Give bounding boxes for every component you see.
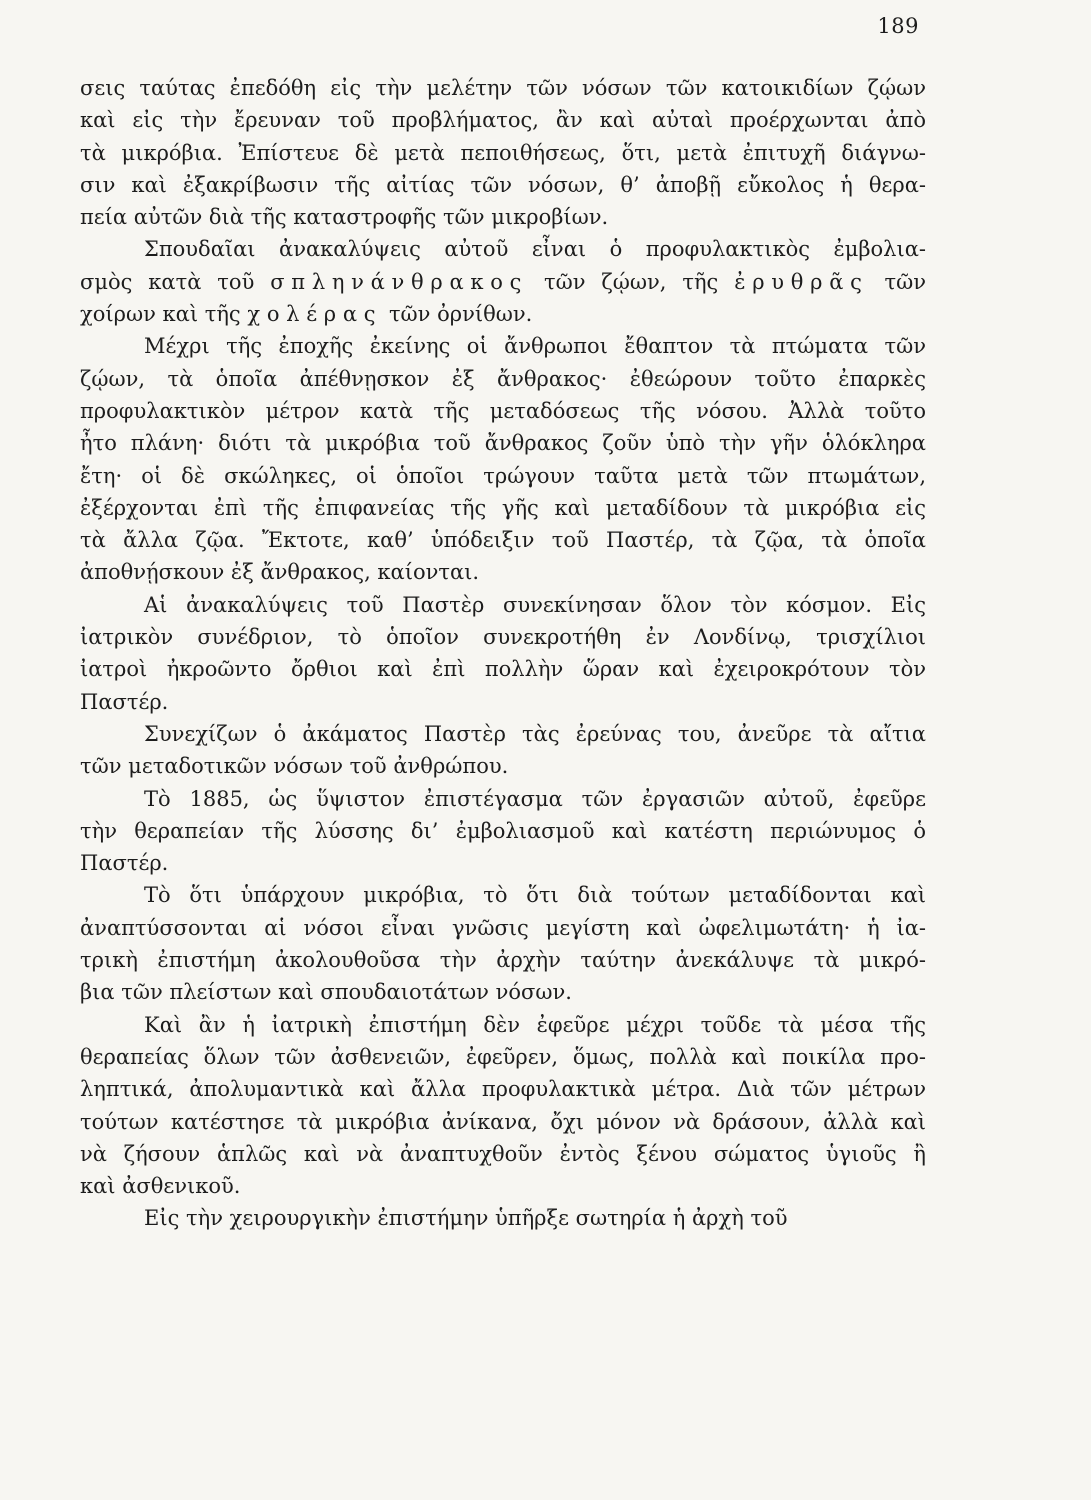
text-segment: Μέχρι τῆς ἐποχῆς ἐκείνης οἱ ἄνθρωποι ἔθαπτον τὰ πτώματα τῶν <box>144 334 926 359</box>
paragraph <box>80 1009 926 1203</box>
text-line <box>80 104 926 136</box>
text-segment: τῶν ὀρνίθων. <box>382 302 533 327</box>
text-line <box>80 815 926 847</box>
text-segment: βια τῶν πλείστων καὶ σπουδαιοτάτων νόσων. <box>80 980 572 1005</box>
text-line <box>80 233 926 265</box>
text-line <box>80 621 926 653</box>
text-segment: ἰατρικὸν συνέδριον, τὸ ὁποῖον συνεκροτήθη ἐν Λονδίνῳ, τρισχίλιοι <box>80 625 926 650</box>
text-segment: τῶν ζῴων, τῆς <box>528 269 735 294</box>
text-line <box>80 653 926 685</box>
paragraph <box>80 1202 926 1234</box>
text-segment: ἀποθνῄσκουν ἐξ ἄνθρακος, καίονται. <box>80 560 480 585</box>
text-segment: τὰ ἄλλα ζῷα. Ἔκτοτε, καθ’ ὑπόδειξιν τοῦ Παστέρ, τὰ ζῷα, τὰ ὁποῖα <box>80 528 926 553</box>
text-segment: ἔτη· οἱ δὲ σκώληκες, οἱ ὁποῖοι τρώγουν ταῦτα μετὰ τῶν πτωμάτων, <box>80 463 926 488</box>
text-segment: ἰατροὶ ἠκροῶντο ὄρθιοι καὶ ἐπὶ πολλὴν ὥραν καὶ ἐχειροκρότουν τὸν <box>80 657 926 682</box>
text-segment: πεία αὐτῶν διὰ τῆς καταστροφῆς τῶν μικροβίων. <box>80 205 609 230</box>
text-line <box>80 524 926 556</box>
text-segment: τὴν θεραπείαν τῆς λύσσης δι’ ἐμβολιασμοῦ καὶ κατέστη περιώνυμος ὁ <box>80 818 926 843</box>
paragraph <box>80 72 926 233</box>
text-segment: τῶν <box>868 269 927 294</box>
text-line <box>80 169 926 201</box>
text-line <box>80 137 926 169</box>
text-segment: σμὸς κατὰ τοῦ <box>80 269 271 294</box>
text-segment: χοίρων καὶ τῆς <box>80 302 248 327</box>
text-segment: σεις ταύτας ἐπεδόθη εἰς τὴν μελέτην τῶν νόσων τῶν κατοικιδίων ζῴων <box>80 76 926 100</box>
text-segment: τὰ μικρόβια. Ἐπίστευε δὲ μετὰ πεποιθήσεως, ὅτι, μετὰ ἐπιτυχῆ διάγνω- <box>80 140 926 165</box>
text-line <box>80 298 926 330</box>
text-line <box>80 847 926 879</box>
text-line <box>80 266 926 298</box>
text-line <box>80 330 926 362</box>
text-line <box>80 1041 926 1073</box>
body-text <box>80 72 926 1235</box>
paragraph <box>80 879 926 1008</box>
text-line <box>80 492 926 524</box>
text-line <box>80 1202 926 1234</box>
text-segment: Σπουδαῖαι ἀνακαλύψεις αὐτοῦ εἶναι ὁ προφυλακτικὸς ἐμβολια- <box>144 237 926 262</box>
text-line <box>80 589 926 621</box>
text-segment: προφυλακτικὸν μέτρον κατὰ τῆς μεταδόσεως τῆς νόσου. Ἀλλὰ τοῦτο <box>80 398 926 423</box>
text-line <box>80 427 926 459</box>
text-segment: τούτων κατέστησε τὰ μικρόβια ἀνίκανα, ὄχι μόνον νὰ δράσουν, ἀλλὰ καὶ <box>80 1109 926 1134</box>
text-segment: καὶ ἀσθενικοῦ. <box>80 1174 241 1199</box>
emphasized-term: σπληνάνθρακος <box>270 269 529 294</box>
text-segment: θεραπείας ὅλων τῶν ἀσθενειῶν, ἐφεῦρεν, ὅμως, πολλὰ καὶ ποικίλα προ- <box>80 1044 926 1069</box>
text-line <box>80 912 926 944</box>
text-line <box>80 750 926 782</box>
text-segment: νὰ ζήσουν ἁπλῶς καὶ νὰ ἀναπτυχθοῦν ἐντὸς ξένου σώματος ὑγιοῦς ἢ <box>80 1141 926 1166</box>
text-line <box>80 944 926 976</box>
text-segment: ἀναπτύσσονται αἱ νόσοι εἶναι γνῶσις μεγίστη καὶ ὠφελιμωτάτη· ἡ ἰα- <box>80 915 926 940</box>
text-segment: ἦτο πλάνη· διότι τὰ μικρόβια τοῦ ἄνθρακος ζοῦν ὑπὸ τὴν γῆν ὁλόκληρα <box>80 431 926 456</box>
text-line <box>80 976 926 1008</box>
text-segment: ληπτικά, ἀπολυμαντικὰ καὶ ἄλλα προφυλακτικὰ μέτρα. Διὰ τῶν μέτρων <box>80 1077 926 1102</box>
emphasized-term: ἐρυθρᾶς <box>734 269 869 294</box>
paragraph <box>80 718 926 783</box>
text-line <box>80 460 926 492</box>
text-segment: σιν καὶ ἐξακρίβωσιν τῆς αἰτίας τῶν νόσων, θ’ ἀποβῇ εὔκολος ἡ θερα- <box>80 172 926 197</box>
text-line <box>80 363 926 395</box>
text-line <box>80 72 926 104</box>
text-line <box>80 201 926 233</box>
text-segment: ζῴων, τὰ ὁποῖα ἀπέθνῃσκον ἐξ ἄνθρακος· ἐθεώρουν τοῦτο ἐπαρκὲς <box>80 366 926 391</box>
paragraph <box>80 783 926 880</box>
paragraph <box>80 589 926 718</box>
text-segment: Συνεχίζων ὁ ἀκάματος Παστὲρ τὰς ἐρεύνας του, ἀνεῦρε τὰ αἴτια <box>144 721 926 746</box>
text-line <box>80 395 926 427</box>
text-line <box>80 1138 926 1170</box>
text-segment: Παστέρ. <box>80 689 169 714</box>
emphasized-term: χολέρας <box>247 302 383 327</box>
text-line <box>80 686 926 718</box>
paragraph <box>80 330 926 588</box>
text-line <box>80 556 926 588</box>
text-segment: καὶ εἰς τὴν ἔρευναν τοῦ προβλήματος, ἂν καὶ αὐταὶ προέρχωνται ἀπὸ <box>80 108 926 133</box>
text-segment: ἐξέρχονται ἐπὶ τῆς ἐπιφανείας τῆς γῆς καὶ μεταδίδουν τὰ μικρόβια εἰς <box>80 495 926 520</box>
text-segment: Τὸ ὅτι ὑπάρχουν μικρόβια, τὸ ὅτι διὰ τούτων μεταδίδονται καὶ <box>144 883 926 908</box>
text-segment: Καὶ ἂν ἡ ἰατρικὴ ἐπιστήμη δὲν ἐφεῦρε μέχρι τοῦδε τὰ μέσα τῆς <box>144 1012 926 1037</box>
text-segment: Τὸ 1885, ὡς ὕψιστον ἐπιστέγασμα τῶν ἐργασιῶν αὐτοῦ, ἐφεῦρε <box>144 786 926 811</box>
text-line <box>80 783 926 815</box>
text-segment: Αἱ ἀνακαλύψεις τοῦ Παστὲρ συνεκίνησαν ὅλον τὸν κόσμον. Εἰς <box>144 592 926 617</box>
text-line <box>80 879 926 911</box>
text-segment: Παστέρ. <box>80 851 169 876</box>
text-segment: τῶν μεταδοτικῶν νόσων τοῦ ἀνθρώπου. <box>80 754 509 779</box>
text-line <box>80 718 926 750</box>
text-line <box>80 1009 926 1041</box>
text-line <box>80 1106 926 1138</box>
text-line <box>80 1170 926 1202</box>
text-segment: τρικὴ ἐπιστήμη ἀκολουθοῦσα τὴν ἀρχὴν ταύτην ἀνεκάλυψε τὰ μικρό- <box>80 948 926 973</box>
page-number: 189 <box>877 14 919 38</box>
text-line <box>80 1073 926 1105</box>
text-segment: Εἰς τὴν χειρουργικὴν ἐπιστήμην ὑπῆρξε σωτηρία ἡ ἀρχὴ τοῦ <box>144 1206 788 1231</box>
paragraph <box>80 233 926 330</box>
